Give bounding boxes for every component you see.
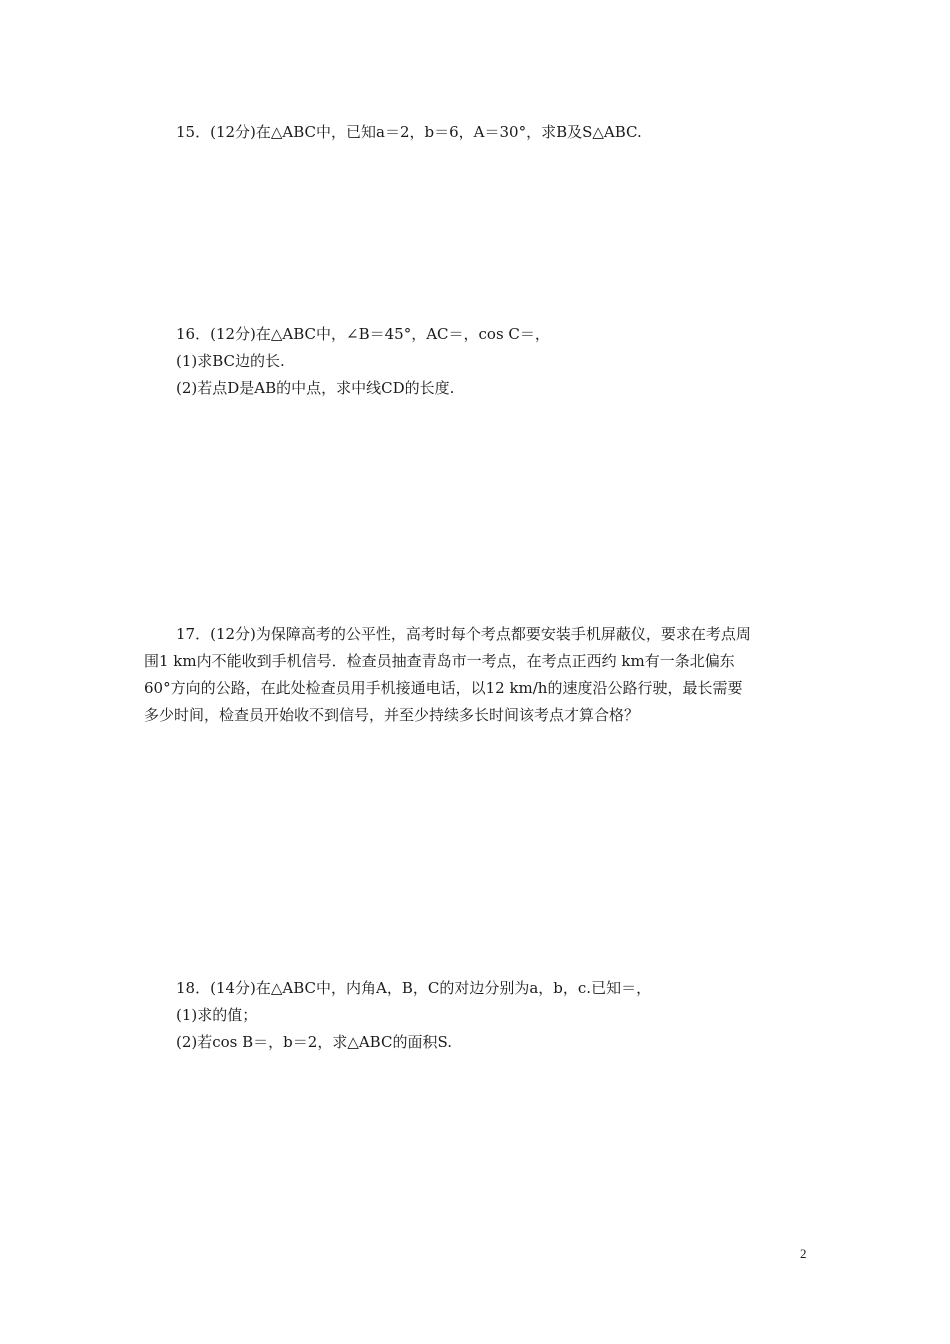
problem-18-line-3: (2)若cos B＝，b＝2，求△ABC的面积S. bbox=[176, 1033, 452, 1051]
problem-15-line-1: 15．(12分)在△ABC中，已知a＝2，b＝6，A＝30°，求B及S△ABC. bbox=[176, 123, 642, 141]
problem-18-line-1: 18．(14分)在△ABC中，内角A，B，C的对边分别为a，b，c.已知＝， bbox=[176, 979, 652, 997]
problem-17-line-2: 围1 km内不能收到手机信号．检查员抽查青岛市一考点，在考点正西约 km有一条北偏东 bbox=[144, 652, 735, 670]
problem-16-line-2: (1)求BC边的长. bbox=[176, 352, 285, 370]
problem-16-line-1: 16．(12分)在△ABC中，∠B＝45°，AC＝，cos C＝， bbox=[176, 325, 550, 343]
page-number: 2 bbox=[800, 1246, 807, 1261]
problem-17-line-3: 60°方向的公路，在此处检查员用手机接通电话，以12 km/h的速度沿公路行驶，最长需要 bbox=[144, 679, 743, 697]
problem-16-line-3: (2)若点D是AB的中点，求中线CD的长度. bbox=[176, 379, 455, 397]
problem-17-line-1: 17．(12分)为保障高考的公平性，高考时每个考点都要安装手机屏蔽仪，要求在考点周 bbox=[176, 625, 751, 643]
problem-17-line-4: 多少时间，检查员开始收不到信号，并至少持续多长时间该考点才算合格？ bbox=[144, 706, 640, 724]
problem-18-line-2: (1)求的值； bbox=[176, 1006, 258, 1024]
